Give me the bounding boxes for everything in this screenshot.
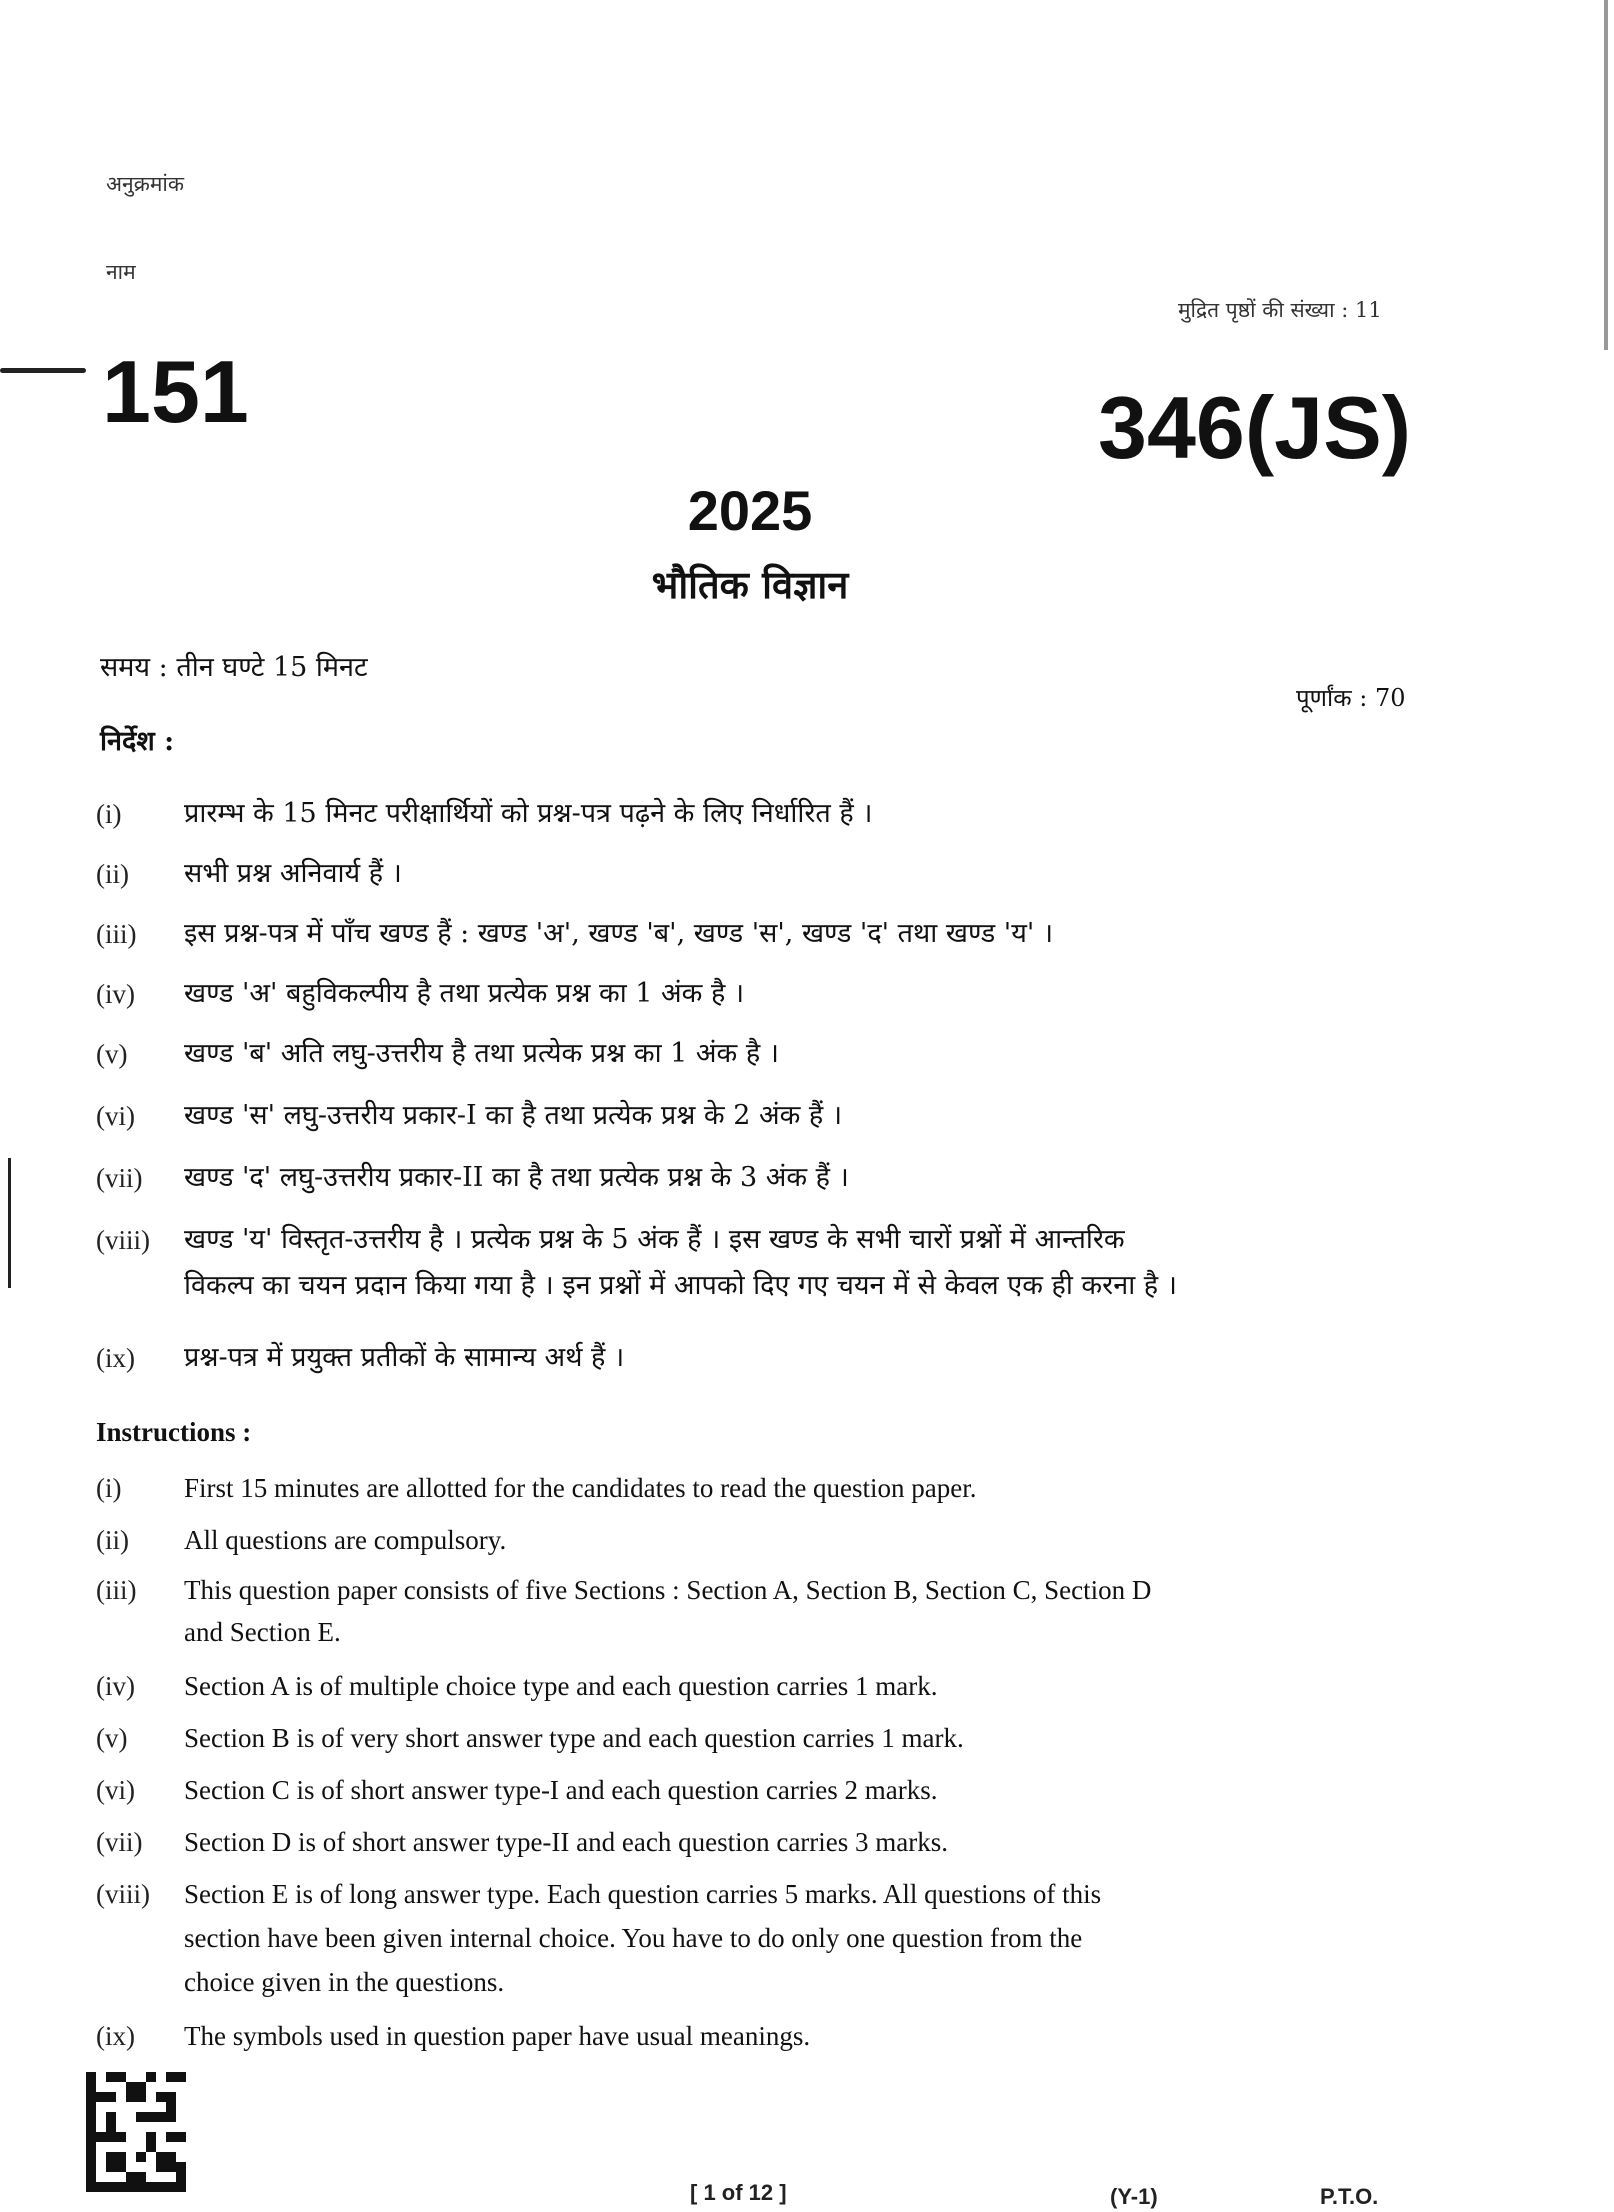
item-text: प्रारम्भ के 15 मिनट परीक्षार्थियों को प्रश्न-पत्र पढ़ने के लिए निर्धारित हैं । xyxy=(184,798,873,829)
item-text: खण्ड 'द' लघु-उत्तरीय प्रकार-II का है तथा प्रत्येक प्रश्न के 3 अंक हैं । xyxy=(184,1162,849,1193)
item-number: (ix) xyxy=(96,1343,135,1373)
item-text: Section D is of short answer type-II and each question carries 3 marks. xyxy=(184,1827,949,1857)
item-number: (ix) xyxy=(96,2021,135,2051)
item-text-continued: and Section E. xyxy=(184,1617,341,1647)
item-number: (vi) xyxy=(96,1775,135,1805)
time-allowed: समय : तीन घण्टे 15 मिनट xyxy=(100,652,368,683)
english-instructions-heading: Instructions : xyxy=(96,1417,252,1447)
item-number: (i) xyxy=(96,799,122,829)
item-text: All questions are compulsory. xyxy=(184,1525,507,1555)
item-text: First 15 minutes are allotted for the candidates to read the question paper. xyxy=(184,1473,977,1503)
item-text-continued: विकल्प का चयन प्रदान किया गया है । इन प्रश्नों में आपको दिए गए चयन में से केवल एक ही करना है । xyxy=(184,1270,1177,1301)
item-number: (ii) xyxy=(96,1525,129,1555)
paper-number: 151 xyxy=(102,342,249,441)
hindi-instructions-heading: निर्देश : xyxy=(100,726,175,757)
item-number: (v) xyxy=(96,1723,128,1753)
paper-code: 346(JS) xyxy=(1098,378,1412,477)
item-text: खण्ड 'स' लघु-उत्तरीय प्रकार-I का है तथा प्रत्येक प्रश्न के 2 अंक हैं । xyxy=(184,1100,843,1131)
item-text: खण्ड 'ब' अति लघु-उत्तरीय है तथा प्रत्येक प्रश्न का 1 अंक है । xyxy=(184,1038,780,1069)
item-number: (viii) xyxy=(96,1879,150,1909)
item-text: इस प्रश्न-पत्र में पाँच खण्ड हैं : खण्ड 'अ', खण्ड 'ब', खण्ड 'स', खण्ड 'द' तथा खण्ड 'य' । xyxy=(184,918,1054,949)
item-text: Section E is of long answer type. Each question carries 5 marks. All questions of this xyxy=(184,1879,1102,1909)
item-text: Section C is of short answer type-I and each question carries 2 marks. xyxy=(184,1775,938,1805)
item-number: (iii) xyxy=(96,1575,137,1605)
item-number: (iii) xyxy=(96,919,137,949)
scan-edge-mark-right xyxy=(1604,0,1608,350)
exam-year: 2025 xyxy=(687,479,813,542)
item-number: (vii) xyxy=(96,1827,143,1857)
item-number: (iv) xyxy=(96,1671,135,1701)
item-number: (viii) xyxy=(96,1225,150,1255)
item-text: Section B is of very short answer type and each question carries 1 mark. xyxy=(184,1723,964,1753)
item-text: खण्ड 'य' विस्तृत-उत्तरीय है । प्रत्येक प्रश्न के 5 अंक हैं । इस खण्ड के सभी चारों प्रश्नों में आन्तरिक xyxy=(184,1224,1125,1255)
scan-edge-mark-vertical xyxy=(8,1158,11,1288)
item-number: (vii) xyxy=(96,1163,143,1193)
roll-number-label: अनुक्रमांक xyxy=(106,172,184,196)
item-number: (ii) xyxy=(96,859,129,889)
item-text: प्रश्न-पत्र में प्रयुक्त प्रतीकों के सामान्य अर्थ हैं । xyxy=(184,1342,625,1373)
subject-title: भौतिक विज्ञान xyxy=(651,562,849,607)
name-label: नाम xyxy=(106,260,136,284)
item-text: खण्ड 'अ' बहुविकल्पीय है तथा प्रत्येक प्रश्न का 1 अंक है । xyxy=(184,978,745,1009)
item-number: (i) xyxy=(96,1473,122,1503)
datamatrix-code-icon xyxy=(86,2072,186,2192)
item-text: Section A is of multiple choice type and each question carries 1 mark. xyxy=(184,1671,938,1701)
max-marks: पूर्णांक : 70 xyxy=(1296,684,1406,712)
item-text: The symbols used in question paper have usual meanings. xyxy=(184,2021,811,2051)
item-text: सभी प्रश्न अनिवार्य हैं । xyxy=(184,858,402,889)
scan-edge-mark-left xyxy=(0,368,86,373)
item-text: This question paper consists of five Sections : Section A, Section B, Section C, Section D xyxy=(184,1575,1152,1605)
page-number: [ 1 of 12 ] xyxy=(690,2180,787,2205)
item-text-continued: choice given in the questions. xyxy=(184,1967,505,1997)
item-number: (vi) xyxy=(96,1101,135,1131)
set-code: (Y-1) xyxy=(1110,2184,1158,2209)
pto-label: P.T.O. xyxy=(1320,2184,1379,2209)
printed-pages-label: मुद्रित पृष्ठों की संख्या : 11 xyxy=(1178,298,1382,322)
item-number: (iv) xyxy=(96,979,135,1009)
item-number: (v) xyxy=(96,1039,128,1069)
item-text-continued: section have been given internal choice. You have to do only one question from the xyxy=(184,1923,1083,1953)
